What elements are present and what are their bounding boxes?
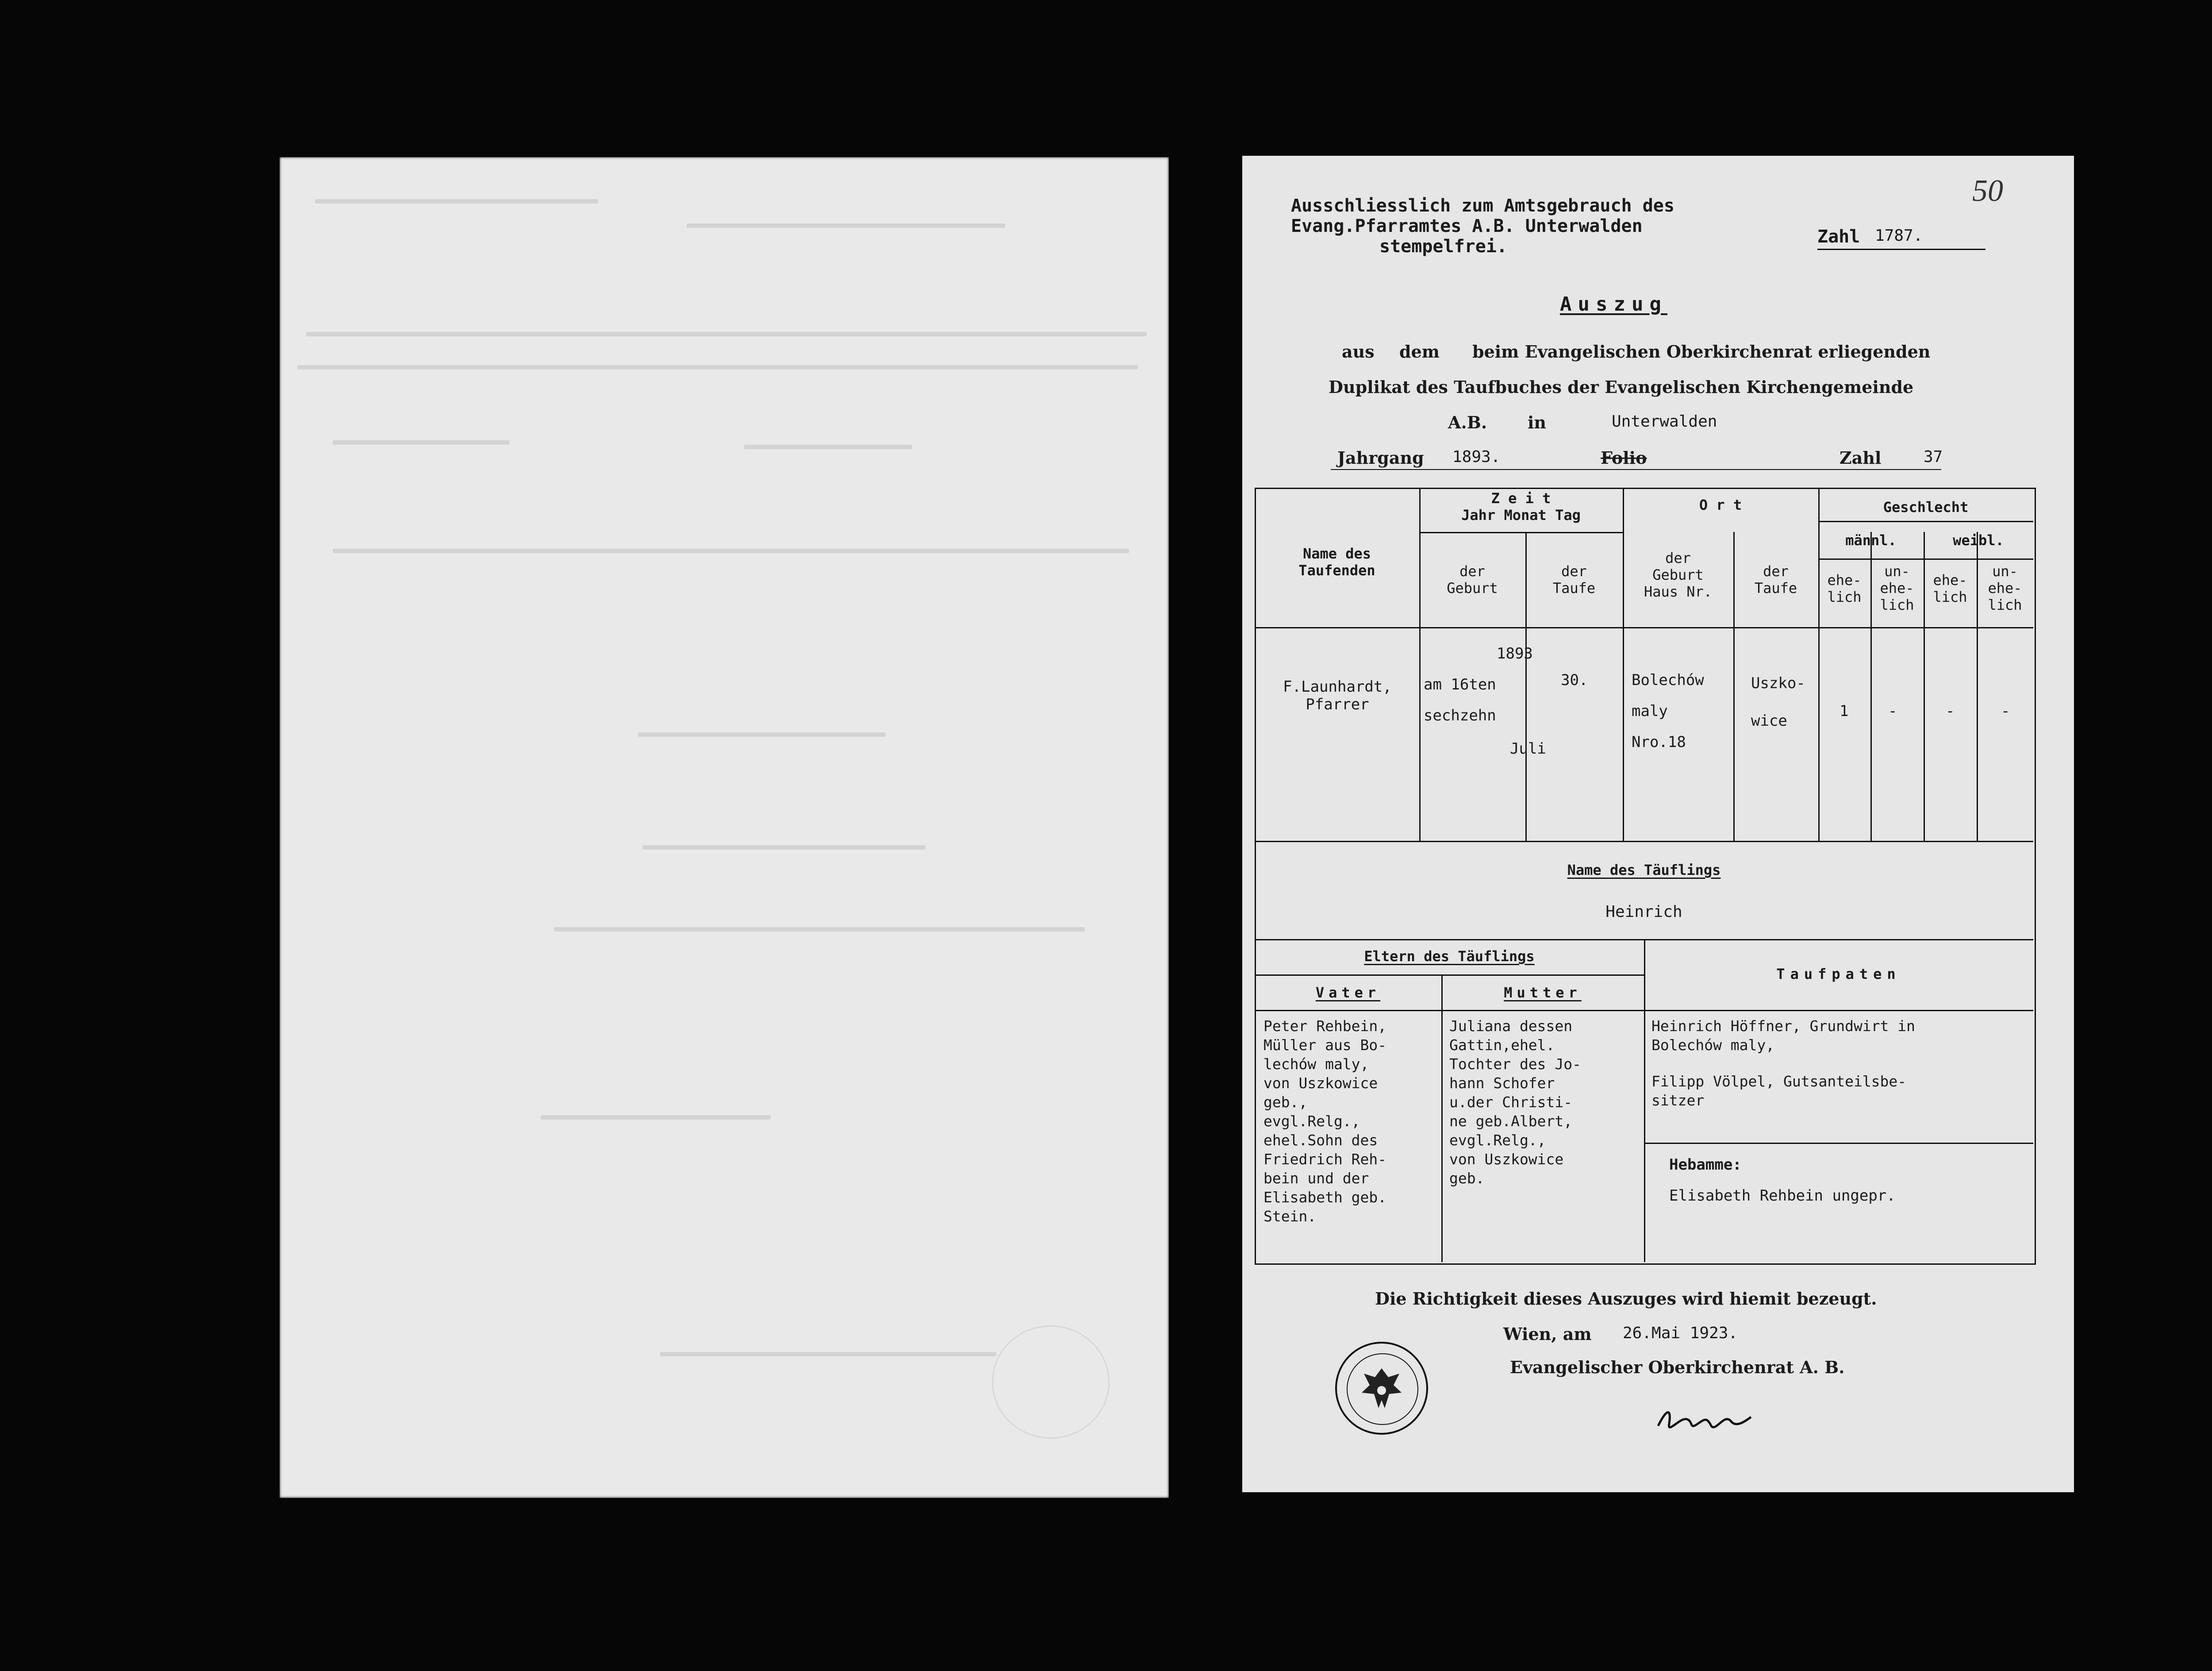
divider [1818, 521, 2033, 522]
header-maennlich: männl. [1845, 532, 1897, 549]
place-date-label: Wien, am [1503, 1324, 1592, 1344]
header-name-taufenden: Name des Taufenden [1298, 545, 1375, 579]
jahrgang-underline [1331, 469, 1941, 470]
page-number: 50 [1972, 174, 2003, 208]
divider [1623, 488, 1624, 842]
entry-number-label: Zahl [1839, 448, 1882, 468]
jahrgang-label: Jahrgang [1337, 448, 1424, 468]
intro-aus: aus [1342, 342, 1375, 362]
taufling-label: Name des Täuflings [1567, 862, 1721, 878]
jahrgang-value: 1893. [1452, 448, 1501, 466]
header-w-ehelich: ehe- lich [1933, 572, 1967, 605]
divider [1644, 1143, 2033, 1144]
cell-w-ehelich: - [1946, 702, 1955, 720]
hebamme-name: Elisabeth Rehbein ungepr. [1669, 1187, 1896, 1205]
cell-birth-day: am 16ten [1424, 676, 1496, 693]
taufling-name: Heinrich [1605, 903, 1682, 921]
cell-m-ehelich: 1 [1839, 702, 1849, 720]
divider [1255, 841, 2033, 842]
intro-in: in [1528, 412, 1547, 432]
cell-m-unehelich: - [1888, 702, 1897, 720]
mutter-details: Juliana dessen Gattin,ehel. Tochter des Jo- hann Schofer u.der Christi- ne geb.Albert, evgl.Relg., von Uszkowice geb. [1449, 1017, 1582, 1187]
divider [1644, 939, 1645, 1262]
handwritten-signature [1654, 1399, 1755, 1439]
header-geschlecht: Geschlecht [1883, 499, 1969, 516]
issuing-authority: Evangelischer Oberkirchenrat A. B. [1510, 1357, 1845, 1377]
entry-number-value: 37 [1924, 448, 1943, 466]
header-ort-geburt: der Geburt Haus Nr. [1644, 550, 1713, 600]
header-line-2: Evang.Pfarramtes A.B. Unterwalden [1291, 216, 1643, 236]
cell-birthplace: Bolechów maly Nro.18 [1632, 671, 1704, 751]
divider [1419, 488, 1421, 842]
cell-baptism-day: 30. [1561, 671, 1588, 689]
header-zeit: Z e i t Jahr Monat Tag [1461, 490, 1581, 524]
header-line-1: Ausschliesslich zum Amtsgebrauch des [1291, 196, 1674, 216]
divider [1818, 558, 2033, 560]
document-title: Auszug [1560, 293, 1667, 316]
issue-date: 26.Mai 1923. [1623, 1324, 1738, 1342]
doc-number-label: Zahl [1817, 227, 1860, 247]
vater-details: Peter Rehbein, Müller aus Bo- lechów maly, von Uszkowice geb., evgl.Relg., ehel.Sohn des Friedrich Reh- bein und der Elisabeth geb. Stein. [1263, 1017, 1387, 1225]
header-line-3: stempelfrei. [1379, 236, 1507, 257]
header-zeit-taufe: der Taufe [1552, 563, 1596, 597]
doc-number-value: 1787. [1875, 227, 1923, 245]
taufpaten-label: Taufpaten [1776, 966, 1901, 982]
hebamme-label: Hebamme: [1669, 1156, 1742, 1174]
eltern-label: Eltern des Täuflings [1364, 948, 1535, 965]
extract-document-page [1242, 156, 2074, 1492]
divider [1419, 532, 1623, 533]
doc-number-underline [1817, 249, 1985, 250]
cell-baptism-place: Uszko- wice [1751, 674, 1805, 730]
taufpate-1: Heinrich Höffner, Grundwirt in Bolechów maly, [1651, 1017, 1916, 1054]
parish-place: Unterwalden [1612, 412, 1717, 431]
blank-reverse-page [280, 157, 1169, 1498]
cell-birth-month: Juli [1510, 740, 1546, 758]
cell-w-unehelich: - [2001, 702, 2010, 720]
divider [1255, 627, 2033, 628]
cell-birth-day-word: sechzehn [1424, 707, 1496, 724]
intro-dem: dem [1399, 342, 1440, 362]
intro-ab: A.B. [1448, 412, 1487, 432]
header-weiblich: weibl. [1953, 532, 2004, 549]
divider [1255, 974, 1644, 976]
mutter-label: Mutter [1504, 984, 1582, 1001]
cell-name-taufenden: F.Launhardt, Pfarrer [1283, 678, 1392, 713]
cell-birth-year: 1893 [1497, 645, 1533, 662]
seal-eagle-icon [1335, 1342, 1428, 1435]
header-zeit-geburt: der Geburt [1447, 563, 1498, 597]
divider [1441, 974, 1443, 1262]
folio-label: Folio [1601, 448, 1647, 468]
taufpate-2: Filipp Völpel, Gutsanteilsbe- sitzer [1651, 1073, 1907, 1109]
intro-line-2: Duplikat des Taufbuches der Evangelischen Kirchengemeinde [1329, 377, 1914, 397]
header-ort: O r t [1699, 497, 1742, 513]
header-m-unehelich: un- ehe- lich [1880, 563, 1914, 613]
certification-text: Die Richtigkeit dieses Auszuges wird hiemit bezeugt. [1375, 1289, 1877, 1309]
faint-seal-impression [992, 1325, 1110, 1439]
header-m-ehelich: ehe- lich [1827, 572, 1862, 605]
vater-label: Vater [1315, 984, 1381, 1001]
header-w-unehelich: un- ehe- lich [1988, 563, 2022, 613]
header-ort-taufe: der Taufe [1754, 563, 1797, 597]
official-seal [1335, 1342, 1428, 1435]
intro-line-1: beim Evangelischen Oberkirchenrat erliegenden [1472, 342, 1931, 362]
